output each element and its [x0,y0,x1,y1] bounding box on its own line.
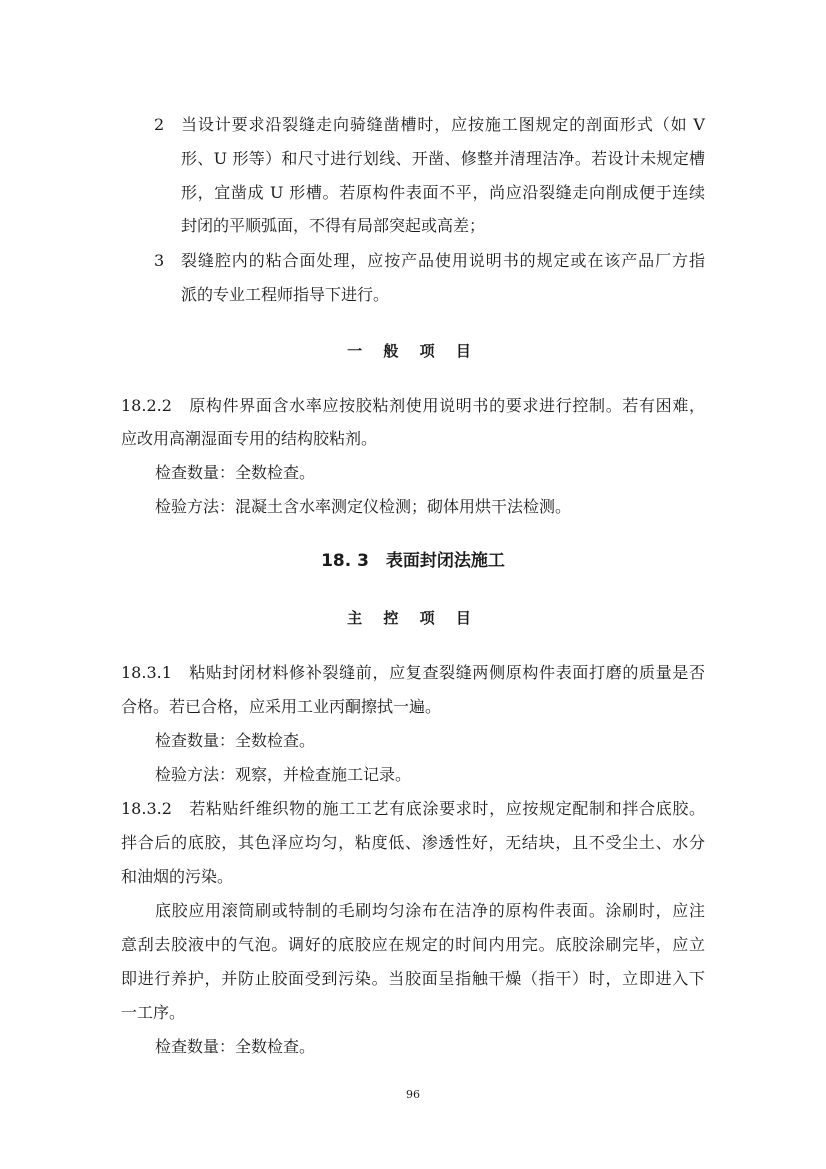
item-number: 2 [154,115,165,134]
clause-text-line: 18.2.2 原构件界面含水率应按胶粘剂使用说明书的要求进行控制。若有困难， [121,396,705,415]
item-text-line: 裂缝腔内的粘合面处理，应按产品使用说明书的规定或在该产品厂方指 [181,251,705,270]
item-text-line: 封闭的平顺弧面，不得有局部突起或高差； [181,216,486,235]
inspection-method: 检验方法：混凝土含水率测定仪检测；砌体用烘干法检测。 [155,497,572,516]
page-number: 96 [406,1088,420,1101]
check-quantity: 检查数量：全数检查。 [155,463,316,482]
subheading-main-control-items: 主 控 项 目 [347,609,479,627]
item-number: 3 [154,251,165,270]
item-text-line: 当设计要求沿裂缝走向骑缝凿槽时，应按施工图规定的剖面形式（如 V [181,115,705,134]
item-text-line: 形、U 形等）和尺寸进行划线、开凿、修整并清理洁净。若设计未规定槽 [181,149,705,168]
clause-text-line: 18.3.1 粘贴封闭材料修补裂缝前，应复查裂缝两侧原构件表面打磨的质量是否 [121,663,705,682]
clause-text-line: 拌合后的底胶，其色泽应均匀，粘度低、渗透性好，无结块，且不受尘土、水分 [121,833,705,852]
check-quantity: 检查数量：全数检查。 [155,1037,316,1056]
subheading-general-items: 一 般 项 目 [347,342,479,360]
paragraph-line: 底胶应用滚筒刷或特制的毛刷均匀涂布在洁净的原构件表面。涂刷时，应注 [155,901,705,920]
paragraph-line: 意刮去胶液中的气泡。调好的底胶应在规定的时间内用完。底胶涂刷完毕，应立 [121,935,705,954]
paragraph-line: 一工序。 [121,1003,186,1022]
inspection-method: 检验方法：观察，并检查施工记录。 [155,765,412,784]
clause-text-line: 和油烟的污染。 [121,867,234,886]
clause-text-line: 18.3.2 若粘贴纤维织物的施工工艺有底涂要求时，应按规定配制和拌合底胶。 [121,799,705,818]
section-title: 18. 3 表面封闭法施工 [321,551,505,571]
item-text-line: 派的专业工程师指导下进行。 [181,285,390,304]
check-quantity: 检查数量：全数检查。 [155,731,316,750]
clause-text-line: 合格。若已合格，应采用工业丙酮擦拭一遍。 [121,697,442,716]
clause-text-line: 应改用高潮湿面专用的结构胶粘剂。 [121,429,378,448]
item-text-line: 形，宜凿成 U 形槽。若原构件表面不平，尚应沿裂缝走向削成便于连续 [181,183,705,202]
paragraph-line: 即进行养护，并防止胶面受到污染。当胶面呈指触干燥（指干）时，立即进入下 [121,969,705,988]
